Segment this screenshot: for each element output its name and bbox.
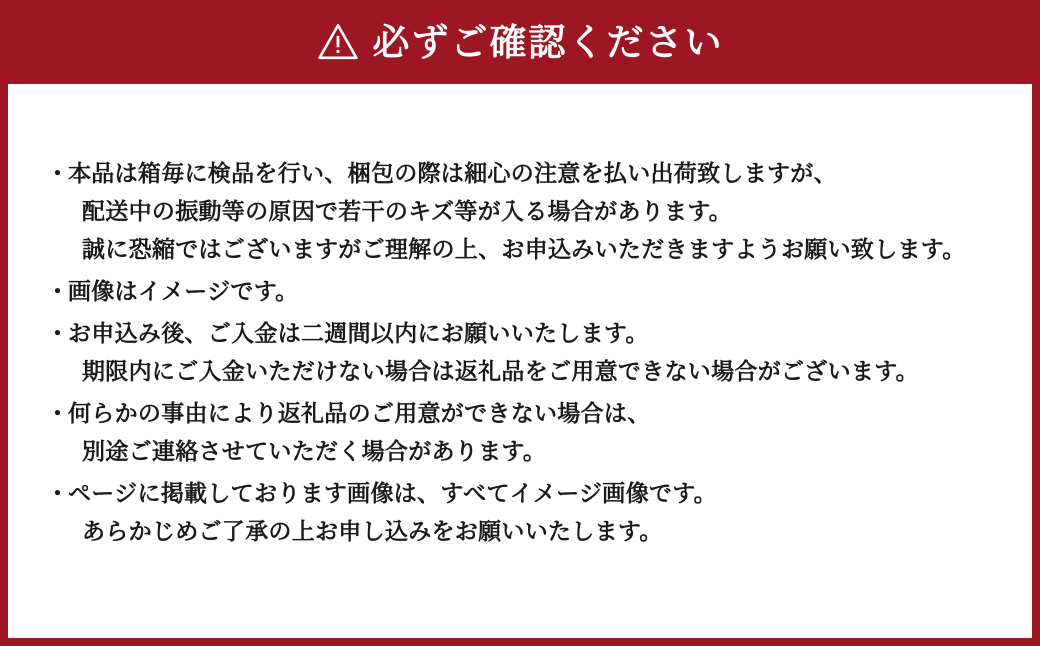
list-item-line: お申込み後、ご入金は二週間以内にお願いいたします。 bbox=[68, 320, 649, 346]
list-item-line: 期限内にご入金いただけない場合は返礼品をご用意できない場合がございます。 bbox=[82, 358, 919, 384]
list-item-text bbox=[68, 272, 1006, 310]
list-item-line: 画像はイメージです。 bbox=[68, 278, 299, 304]
list-item bbox=[46, 154, 1006, 268]
list-item bbox=[46, 314, 1006, 390]
list-item bbox=[46, 474, 1006, 550]
list-item-line: 配送中の振動等の原因で若干のキズ等が入る場合があります。 bbox=[82, 198, 733, 224]
list-item-text bbox=[68, 474, 1006, 550]
list-item-line: 誠に恐縮ではございますがご理解の上、お申込みいただきますようお願い致します。 bbox=[82, 236, 966, 262]
list-item bbox=[46, 272, 1006, 310]
list-bullet: ・ bbox=[46, 160, 69, 186]
list-item-line: あらかじめご了承の上お申し込みをお願いいたします。 bbox=[82, 518, 663, 544]
notice-body bbox=[8, 84, 1032, 638]
list-item-line: 本品は箱毎に検品を行い、梱包の際は細心の注意を払い出荷致しますが、 bbox=[68, 160, 837, 186]
list-bullet: ・ bbox=[46, 278, 69, 304]
list-bullet: ・ bbox=[46, 320, 69, 346]
notice-title: 必ずご確認ください bbox=[372, 21, 724, 63]
list-bullet: ・ bbox=[46, 480, 69, 506]
notice-list bbox=[46, 154, 1006, 550]
list-item-text bbox=[68, 314, 1006, 390]
list-bullet: ・ bbox=[46, 400, 69, 426]
notice-header bbox=[0, 0, 1040, 84]
list-item-line: 何らかの事由により返礼品のご用意ができない場合は、 bbox=[68, 400, 651, 426]
list-item-text bbox=[68, 394, 1006, 470]
warning-triangle-icon bbox=[317, 21, 359, 63]
list-item bbox=[46, 394, 1006, 470]
list-item-line: 別途ご連絡させていただく場合があります。 bbox=[82, 438, 547, 464]
list-item-line: ページに掲載しております画像は、すべてイメージ画像です。 bbox=[68, 480, 717, 506]
list-item-text bbox=[68, 154, 1006, 268]
